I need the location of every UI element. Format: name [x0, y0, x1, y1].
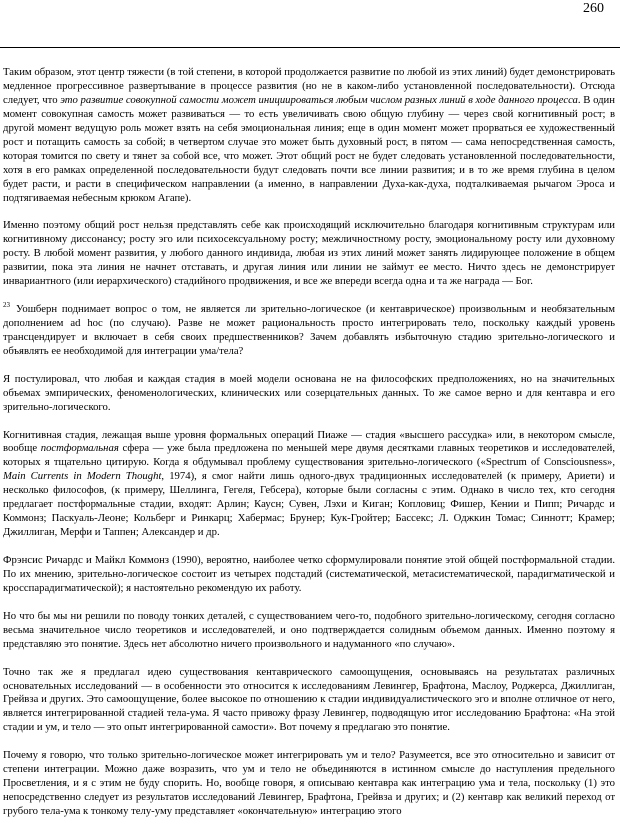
paragraph-8: Точно так же я предлагал идею существования кентаврического самоощущения, основываясь на результатах различных основательных исследований — в особенности это относится к исследованиям Левингер, Брафтона, Маслоу, Роджерса, Джиллиган, Грейвза и других. Это самоощущение, более высокое по отношению к стадии индивидуалистического эго и вполне отличное от него, является интегрированной стадией тела-ума. Я часто привожу фразу Левингер, подводящую итог исследованию Брафтона: «На этой стадии и ум, и тело — это опыт интегрированной самости». Вот почему я предлагаю это понятие. — [3, 665, 615, 734]
paragraph-4: Я постулировал, что любая и каждая стадия в моей модели основана не на философских предположениях, но на значительных объемах эмпирических, феноменологических, клинических или созерцательных данных. То же самое верно и для кентавра и его зрительно-логического. — [3, 372, 615, 413]
paragraph-3-footnote — [3, 303, 615, 359]
paragraph-7: Но что бы мы ни решили по поводу тонких деталей, с существованием чего-то, подобного зрительно-логическому, сегодня согласно весьма значительное число теоретиков и исследователей, и оно подтверждается солидным объемом данных. Именно поэтому я представляю это понятие. Здесь нет абсолютно ничего произвольного и надуманного «по случаю». — [3, 609, 615, 650]
footnote-marker: 23 — [3, 301, 10, 310]
page-number: 260 — [583, 1, 604, 16]
paragraph-6: Фрэнсис Ричардс и Майкл Коммонз (1990), вероятно, наиболее четко сформулировали понятие этой общей постформальной стадии. По их мнению, зрительно-логическое состоит из четырех подстадий (систематической, метасистематической, парадигматической и кросспарадигматической); я настоятельно рекомендую их работу. — [3, 554, 615, 594]
paragraph-1-emphasis: это развитие совокупной самости может инициироваться любым числом разных линий в ходе данного процесса — [60, 93, 578, 106]
header-rule — [0, 47, 620, 48]
paragraph-1 — [3, 66, 615, 206]
paragraph-5 — [3, 429, 615, 541]
paragraph-1-text-b: . В один момент совокупная самость может развиваться — то есть увеличивать свою общую глубину — через свой когнитивный рост; в другой момент ведущую роль может взять на себя эмоциональная линия; еще в один момент может прорваться ее художественный рост и потащить самость за собой; в четвертом случае это может быть духовный рост, в пятом — сама непосредственная самость, которая томится по свету и тянет за собой все, что может. Этот общий рост не будет следовать установленной последовательности, хотя в его рамках определенной последовательности будут следовать почти все линии развития; и в то же время глубина в целом будет расти, и расти в специфическом направлении (а именно, в направлении Духа-как-духа, подталкиваемая рычагом Эроса и подтягиваемая небесным крюком Агапе). — [3, 93, 615, 204]
paragraph-5-text-b: сфера — уже была предложена по меньшей мере двумя десятками главных теоретиков и исследователей, которых я тщательно цитирую. Когда я обдумывал проблему существования зрительно-логического («Spectrum of Consciousness», — [3, 442, 616, 469]
paragraph-9: Почему я говорю, что только зрительно-логическое может интегрировать ум и тело? Разумеется, все это относительно и зависит от степени интеграции. Можно даже возразить, что ум и тело не объединяются в истинном смысле до наступления предельного Просветления, и я с этим не буду спорить. Но, вообще говоря, я описываю кентавра как интеграцию ума и тела, поскольку (1) это непосредственно следует из результатов исследований Левингер, Брафтона, Грейвза и других; и (2) кентавр как великий переход от грубого тела-ума к тонкому телу-уму представляет «окончательную» интеграцию этого — [3, 749, 615, 818]
paragraph-1-text-a: Таким образом, этот центр тяжести (в той степени, в которой продолжается развитие по любой из этих линий) будет демонстрировать медленное прогрессивное развертывание в процессе развития (но не в каком-либо установленной последовательности). Отсюда следует, что — [3, 66, 615, 106]
paragraph-5-emphasis-1: постформальная — [40, 442, 119, 455]
paragraph-5-text-a: Когнитивная стадия, лежащая выше уровня формальных операций Пиаже — стадия «высшего рассудка» или, в некотором смысле, вообще — [3, 428, 615, 455]
paragraph-2: Именно поэтому общий рост нельзя представлять себе как происходящий исключительно благодаря когнитивным структурам или когнитивному диссонансу; росту эго или психосексуальному росту; межличностному росту, эмоциональному росту или духовному росту. В любой момент развития, у любого данного индивида, любая из этих линий может занять лидирующее положение в общем развитии, пока эта линия не начнет отставать, и другая линия или линии не займут ее место. Ничто здесь не демонстрирует инвариантного (или иерархического) стадийного продвижения, и все же впереди всегда одна и та же награда — Бог. — [3, 219, 615, 288]
paragraph-5-emphasis-2: Main Currents in Modern Thought — [3, 470, 162, 483]
footnote-text: Уошберн поднимает вопрос о том, не является ли зрительно-логическое (и кентаврическое) произвольным и необязательным дополнением ad hoc (по случаю). Разве не может рациональность просто интегрировать тело, поскольку каждый уровень трансцендирует и включает в себя своих предшественников? Зачем добавлять избыточную стадию зрительно-логического и объявлять ее необходимой для интеграции ума/тела? — [3, 303, 615, 357]
page-body — [3, 66, 615, 819]
paragraph-5-text-c: , 1974), я смог найти лишь одного-двух традиционных исследователей (к примеру, Ариети) и несколько философов, (к примеру, Шеллинга, Гегеля, Гебсера), которые были согласны с этим. Однако в число тех, кто сегодня предлагает постформальные стадии, входят: Арлин; Каусн; Сувен, Лэхи и Киган; Копловиц; Фишер, Кении и Пипп; Ричардс и Коммонз; Паскуаль-Леоне; Кольберг и Ринкарц; Хабермас; Брунер; Кук-Гройтер; Бассекс; Л. Оджкин Томас; Синнотт; Крамер; Джиллиган, Мерфи и Таппен; Александер и др. — [3, 470, 616, 539]
